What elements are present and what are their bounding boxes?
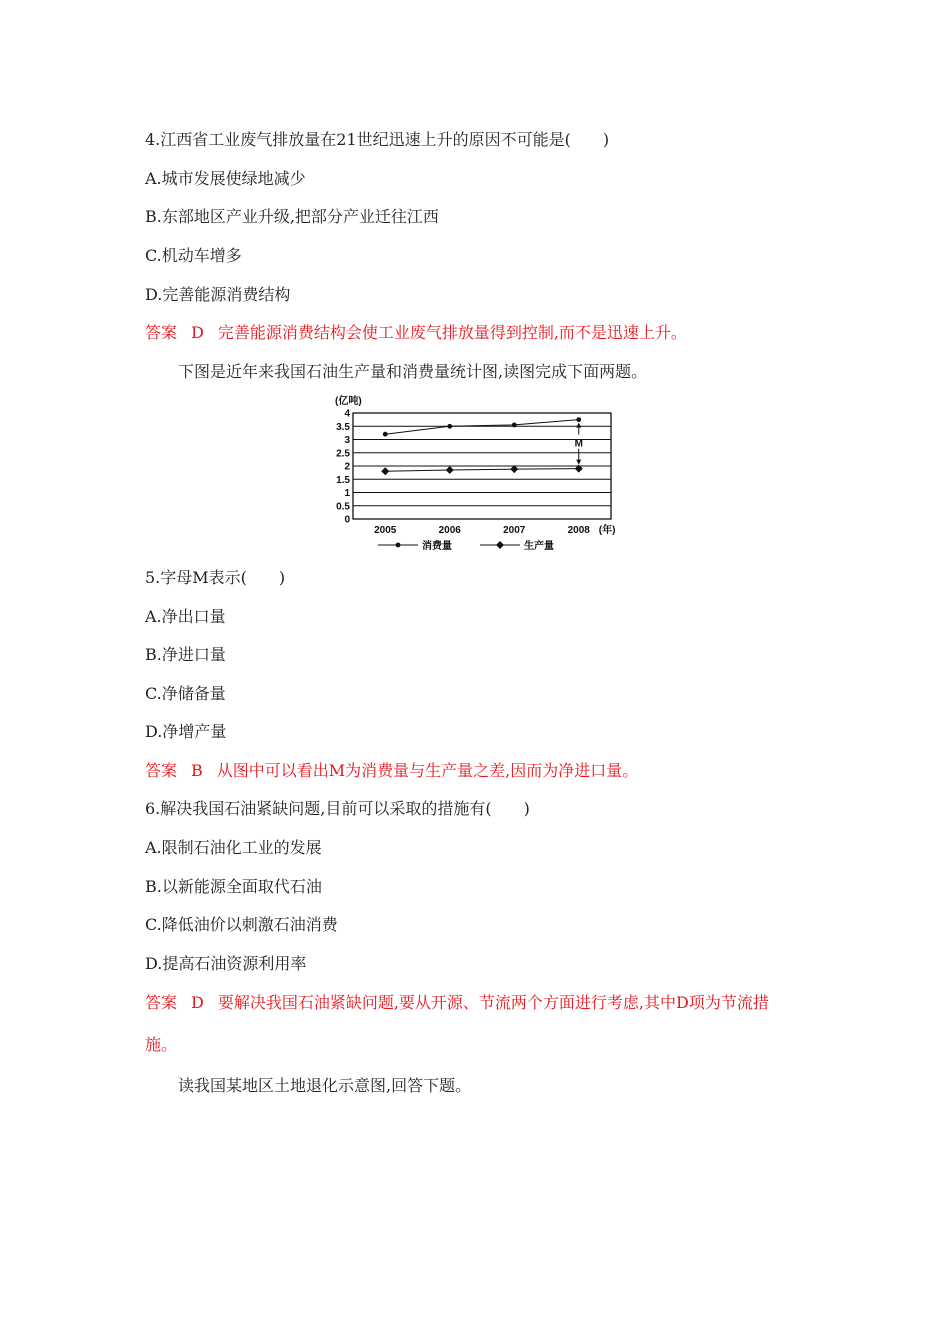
q5-option-a: A.净出口量 — [145, 607, 226, 626]
legend-marker-circle — [396, 543, 401, 548]
y-tick-label: 4 — [344, 408, 350, 420]
series-line-2 — [385, 469, 579, 472]
q4-answer — [145, 322, 687, 344]
q6-option-a: A.限制石油化工业的发展 — [145, 838, 322, 857]
y-tick-label: 1.5 — [336, 474, 350, 486]
q6-option-b: B.以新能源全面取代石油 — [145, 877, 322, 896]
y-axis-unit: (亿吨) — [335, 396, 362, 407]
answer-key: B — [191, 761, 203, 780]
annotation-arrowhead — [576, 423, 581, 428]
q4-stem: 4.江西省工业废气排放量在21世纪迅速上升的原因不可能是( ) — [145, 130, 610, 149]
answer-label: 答案 — [145, 323, 178, 342]
x-tick-label: 2006 — [438, 525, 461, 536]
annotation-label: M — [574, 438, 583, 450]
q5-option-d: D.净增产量 — [145, 722, 227, 741]
q4-option-a: A.城市发展使绿地减少 — [145, 169, 306, 188]
series-line-1 — [385, 420, 579, 435]
q6-stem: 6.解决我国石油紧缺问题,目前可以采取的措施有( ) — [145, 799, 530, 818]
y-tick-label: 3 — [344, 435, 350, 446]
q4-option-b: B.东部地区产业升级,把部分产业迁往江西 — [145, 207, 439, 226]
oil-chart — [330, 393, 630, 555]
data-point-circle — [512, 423, 517, 428]
q4-option-c: C.机动车增多 — [145, 246, 242, 265]
answer-key: D — [191, 323, 204, 342]
answer-label: 答案 — [145, 993, 178, 1012]
x-tick-label: 2007 — [503, 525, 526, 536]
x-tick-label: 2005 — [374, 525, 397, 536]
answer-label: 答案 — [145, 761, 178, 780]
annotation-arrowhead — [576, 460, 581, 465]
data-point-circle — [447, 424, 452, 429]
data-point-diamond — [446, 466, 454, 474]
legend-label-1: 消费量 — [422, 541, 452, 552]
chart-intro: 下图是近年来我国石油生产量和消费量统计图,读图完成下面两题。 — [178, 362, 648, 381]
answer-explanation: 要解决我国石油紧缺问题,要从开源、节流两个方面进行考虑,其中D项为节流措 — [217, 993, 769, 1012]
q5-stem: 5.字母M表示( ) — [145, 568, 286, 587]
data-point-circle — [576, 417, 581, 422]
data-point-circle — [383, 432, 388, 437]
legend-label-2: 生产量 — [524, 541, 554, 552]
data-point-diamond — [381, 467, 389, 475]
q6-option-d: D.提高石油资源利用率 — [145, 954, 307, 973]
y-tick-label: 2.5 — [336, 448, 350, 460]
answer-explanation: 从图中可以看出M为消费量与生产量之差,因而为净进口量。 — [216, 761, 639, 780]
q6-answer — [145, 992, 769, 1014]
y-tick-label: 2 — [344, 461, 350, 473]
answer-explanation: 完善能源消费结构会使工业废气排放量得到控制,而不是迅速上升。 — [217, 323, 687, 342]
q5-answer — [145, 760, 638, 782]
q5-option-c: C.净储备量 — [145, 684, 226, 703]
q4-option-d: D.完善能源消费结构 — [145, 285, 291, 304]
y-tick-label: 1 — [344, 488, 350, 499]
answer-key: D — [191, 993, 204, 1012]
y-tick-label: 0 — [344, 514, 350, 526]
y-tick-label: 3.5 — [336, 421, 350, 433]
x-tick-label: 2008 — [567, 525, 590, 536]
legend-marker-diamond — [496, 541, 504, 549]
q6-answer-continued: 施。 — [145, 1035, 178, 1054]
next-intro: 读我国某地区土地退化示意图,回答下题。 — [178, 1076, 472, 1095]
q5-option-b: B.净进口量 — [145, 645, 226, 664]
q6-option-c: C.降低油价以刺激石油消费 — [145, 915, 338, 934]
x-axis-unit: (年) — [598, 525, 616, 536]
y-tick-label: 0.5 — [336, 501, 350, 513]
